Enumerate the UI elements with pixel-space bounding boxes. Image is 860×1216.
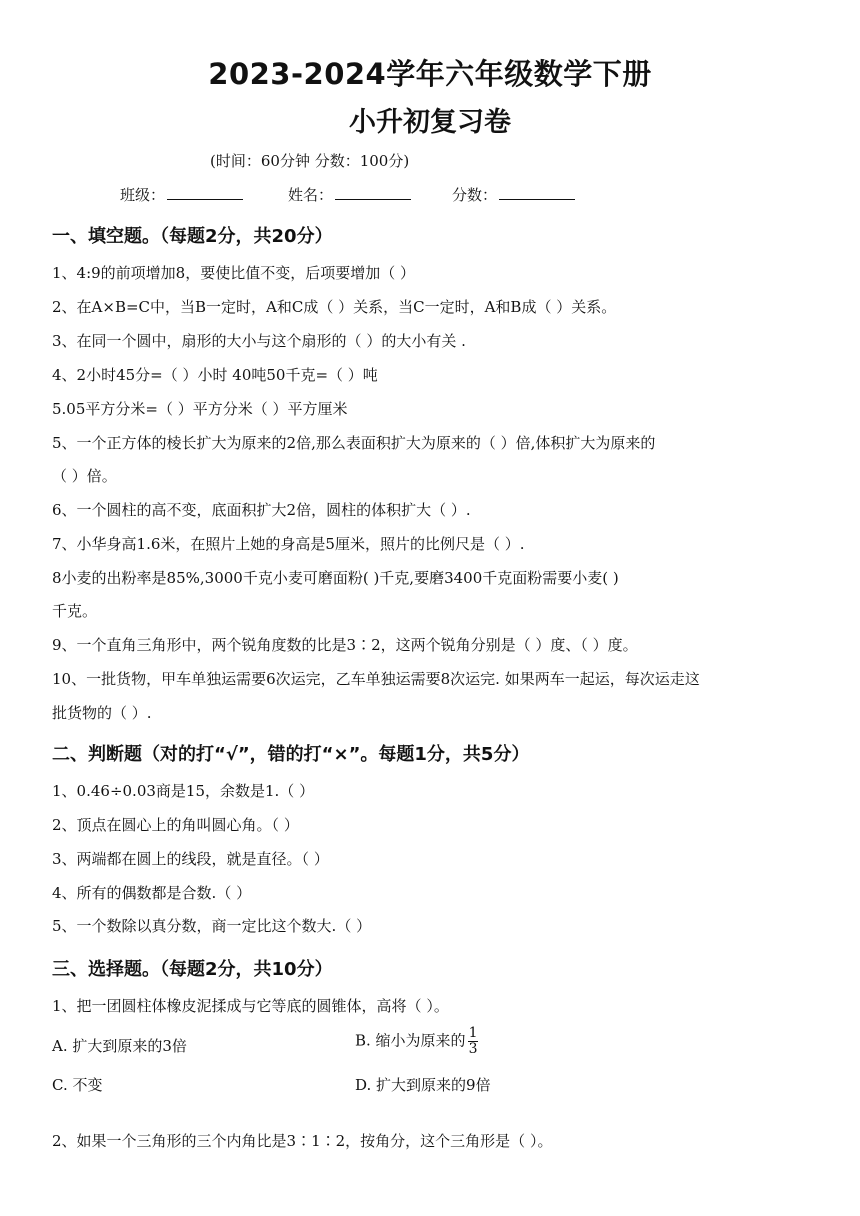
judgement-item: 3、两端都在圆上的线段，就是直径。（ ） bbox=[52, 850, 329, 868]
worksheet-title: 2023-2024学年六年级数学下册 bbox=[208, 57, 652, 91]
question-line: 8小麦的出粉率是85%,3000千克小麦可磨面粉( )千克,要磨3400千克面粉需要小麦( ) bbox=[52, 569, 619, 587]
time-score-note: (时间：60分钟 分数：100分) bbox=[210, 152, 410, 170]
question-line: （ ）倍。 bbox=[52, 467, 117, 485]
section1-heading: 一、填空题。（每题2分，共20分） bbox=[52, 226, 333, 247]
name-label: 姓名： bbox=[288, 186, 334, 204]
section2-heading: 二、判断题（对的打“√”，错的打“×”。每题1分，共5分） bbox=[52, 744, 530, 765]
judgement-item: 4、所有的偶数都是合数.（ ） bbox=[52, 884, 252, 902]
fraction-denominator: 3 bbox=[468, 1041, 478, 1057]
fraction-numerator: 1 bbox=[468, 1025, 478, 1041]
one-third-fraction bbox=[468, 1026, 479, 1057]
name-field bbox=[288, 184, 411, 205]
question-line: 千克。 bbox=[52, 602, 98, 620]
worksheet-subtitle: 小升初复习卷 bbox=[349, 107, 511, 138]
name-blank bbox=[335, 185, 411, 200]
judgement-item: 1、0.46÷0.03商是15，余数是1.（ ） bbox=[52, 782, 315, 800]
question-line: 6、一个圆柱的高不变，底面积扩大2倍，圆柱的体积扩大（ ）. bbox=[52, 501, 471, 519]
score-field bbox=[452, 184, 575, 205]
choice-question-1: 1、把一团圆柱体橡皮泥揉成与它等底的圆锥体，高将（ ）。 bbox=[52, 997, 449, 1015]
question-line: 5、一个正方体的棱长扩大为原来的2倍,那么表面积扩大为原来的（ ）倍,体积扩大为原来的 bbox=[52, 434, 656, 452]
section3-heading: 三、选择题。（每题2分，共10分） bbox=[52, 959, 333, 980]
question-line: 1、4:9的前项增加8，要使比值不变，后项要增加（ ） bbox=[52, 264, 415, 282]
question-line: 2、在A×B=C中，当B一定时，A和C成（ ）关系，当C一定时，A和B成（ ）关系。 bbox=[52, 298, 617, 316]
judgement-item: 5、一个数除以真分数，商一定比这个数大.（ ） bbox=[52, 917, 372, 935]
option-c: C. 不变 bbox=[52, 1076, 103, 1094]
option-b-text: B. 缩小为原来的 bbox=[355, 1031, 466, 1050]
class-label: 班级： bbox=[120, 186, 166, 204]
score-label: 分数： bbox=[452, 186, 498, 204]
question-line: 4、2小时45分=（ ）小时 40吨50千克=（ ）吨 bbox=[52, 366, 378, 384]
class-blank bbox=[167, 185, 243, 200]
question-line: 3、在同一个圆中，扇形的大小与这个扇形的（ ）的大小有关 . bbox=[52, 332, 466, 350]
option-b bbox=[355, 1026, 478, 1057]
choice-question-2: 2、如果一个三角形的三个内角比是3∶1∶2，按角分，这个三角形是（ ）。 bbox=[52, 1132, 553, 1150]
question-line: 批货物的（ ）. bbox=[52, 704, 152, 722]
question-line: 5.05平方分米=（ ）平方分米（ ）平方厘米 bbox=[52, 400, 348, 418]
class-field bbox=[120, 184, 243, 205]
judgement-item: 2、顶点在圆心上的角叫圆心角。（ ） bbox=[52, 816, 299, 834]
option-d: D. 扩大到原来的9倍 bbox=[355, 1076, 491, 1094]
score-blank bbox=[499, 185, 575, 200]
question-line: 10、一批货物，甲车单独运需要6次运完，乙车单独运需要8次运完. 如果两车一起运，每次运走这 bbox=[52, 670, 700, 688]
question-line: 7、小华身高1.6米，在照片上她的身高是5厘米，照片的比例尺是（ ）. bbox=[52, 535, 525, 553]
question-line: 9、一个直角三角形中，两个锐角度数的比是3∶2，这两个锐角分别是（ ）度、（ ）度。 bbox=[52, 636, 638, 654]
option-a: A. 扩大到原来的3倍 bbox=[52, 1037, 187, 1055]
